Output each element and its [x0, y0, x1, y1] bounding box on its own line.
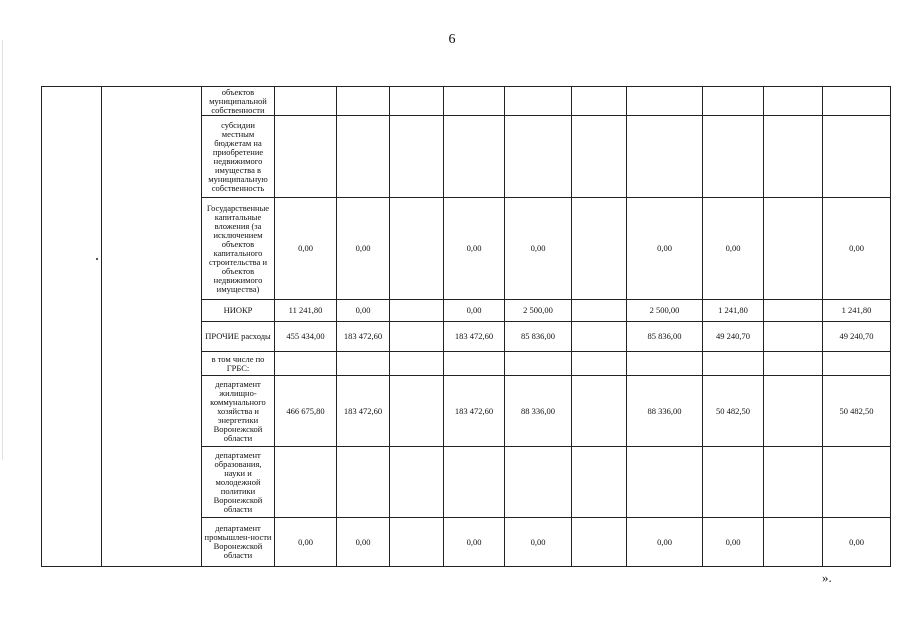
- value-cell: 2 500,00: [627, 300, 703, 322]
- value-cell: [444, 352, 505, 376]
- value-cell: [627, 352, 703, 376]
- value-cell: [764, 198, 823, 300]
- value-cell: 183 472,60: [337, 376, 390, 447]
- program-name-cell: [102, 87, 202, 567]
- value-cell: [764, 116, 823, 198]
- value-cell: 455 434,00: [275, 322, 337, 352]
- value-cell: 0,00: [627, 518, 703, 567]
- value-cell: 0,00: [823, 198, 891, 300]
- value-cell: [390, 376, 444, 447]
- scan-dot: [96, 258, 98, 260]
- value-cell: [764, 376, 823, 447]
- value-cell: [390, 518, 444, 567]
- value-cell: [823, 447, 891, 518]
- value-cell: [572, 198, 627, 300]
- table-row: [42, 87, 891, 116]
- value-cell: [572, 352, 627, 376]
- value-cell: [764, 352, 823, 376]
- value-cell: [627, 87, 703, 116]
- row-label: субсидии местным бюджетам на приобретение недвижимого имущества в муниципальную собственность: [202, 116, 275, 198]
- budget-table: [41, 86, 891, 567]
- value-cell: [572, 300, 627, 322]
- value-cell: 0,00: [823, 518, 891, 567]
- value-cell: [390, 198, 444, 300]
- row-label: департамент промышлен-ности Воронежской области: [202, 518, 275, 567]
- value-cell: 49 240,70: [823, 322, 891, 352]
- value-cell: 88 336,00: [505, 376, 572, 447]
- value-cell: [703, 447, 764, 518]
- row-label: НИОКР: [202, 300, 275, 322]
- row-label: Государственные капитальные вложения (за исключением объектов капитального строительства и объектов недвижимого имущества): [202, 198, 275, 300]
- value-cell: [505, 116, 572, 198]
- value-cell: [703, 87, 764, 116]
- value-cell: [390, 116, 444, 198]
- value-cell: [764, 87, 823, 116]
- value-cell: [764, 518, 823, 567]
- value-cell: 0,00: [703, 518, 764, 567]
- row-label: ПРОЧИЕ расходы: [202, 322, 275, 352]
- value-cell: 0,00: [444, 198, 505, 300]
- value-cell: [823, 116, 891, 198]
- value-cell: 0,00: [337, 198, 390, 300]
- value-cell: [390, 87, 444, 116]
- value-cell: [703, 116, 764, 198]
- row-label: объектов муниципальной собственности: [202, 87, 275, 116]
- value-cell: [275, 87, 337, 116]
- value-cell: 0,00: [337, 300, 390, 322]
- value-cell: 0,00: [275, 518, 337, 567]
- value-cell: [823, 352, 891, 376]
- value-cell: [275, 447, 337, 518]
- value-cell: 0,00: [275, 198, 337, 300]
- value-cell: 49 240,70: [703, 322, 764, 352]
- value-cell: [390, 322, 444, 352]
- value-cell: [572, 376, 627, 447]
- value-cell: [764, 300, 823, 322]
- value-cell: [764, 322, 823, 352]
- value-cell: 85 836,00: [627, 322, 703, 352]
- value-cell: 0,00: [505, 198, 572, 300]
- value-cell: [572, 518, 627, 567]
- value-cell: 11 241,80: [275, 300, 337, 322]
- row-label: департамент жилищно-коммунального хозяйства и энергетики Воронежской области: [202, 376, 275, 447]
- value-cell: 0,00: [505, 518, 572, 567]
- value-cell: [627, 447, 703, 518]
- value-cell: [505, 447, 572, 518]
- value-cell: [275, 116, 337, 198]
- value-cell: [703, 352, 764, 376]
- value-cell: 2 500,00: [505, 300, 572, 322]
- value-cell: 0,00: [627, 198, 703, 300]
- value-cell: [505, 352, 572, 376]
- value-cell: [572, 87, 627, 116]
- page-number: 6: [448, 32, 456, 47]
- value-cell: [337, 447, 390, 518]
- value-cell: 183 472,60: [337, 322, 390, 352]
- value-cell: 0,00: [444, 300, 505, 322]
- value-cell: 183 472,60: [444, 376, 505, 447]
- value-cell: 0,00: [444, 518, 505, 567]
- value-cell: [337, 116, 390, 198]
- value-cell: [627, 116, 703, 198]
- value-cell: 0,00: [337, 518, 390, 567]
- value-cell: [390, 300, 444, 322]
- value-cell: [275, 352, 337, 376]
- value-cell: [572, 447, 627, 518]
- value-cell: [764, 447, 823, 518]
- value-cell: 466 675,80: [275, 376, 337, 447]
- row-label: департамент образования, науки и молодежной политики Воронежской области: [202, 447, 275, 518]
- value-cell: [390, 447, 444, 518]
- value-cell: 1 241,80: [823, 300, 891, 322]
- value-cell: 88 336,00: [627, 376, 703, 447]
- value-cell: [572, 322, 627, 352]
- scan-artifact-line: [2, 40, 3, 460]
- value-cell: [572, 116, 627, 198]
- value-cell: 183 472,60: [444, 322, 505, 352]
- value-cell: 0,00: [703, 198, 764, 300]
- closing-mark: ».: [822, 570, 832, 585]
- value-cell: 85 836,00: [505, 322, 572, 352]
- row-label: в том числе по ГРБС:: [202, 352, 275, 376]
- value-cell: [337, 87, 390, 116]
- value-cell: [505, 87, 572, 116]
- value-cell: [823, 87, 891, 116]
- value-cell: 50 482,50: [823, 376, 891, 447]
- value-cell: 1 241,80: [703, 300, 764, 322]
- section-number-cell: [42, 87, 102, 567]
- value-cell: [444, 87, 505, 116]
- value-cell: [444, 116, 505, 198]
- value-cell: [390, 352, 444, 376]
- value-cell: 50 482,50: [703, 376, 764, 447]
- value-cell: [337, 352, 390, 376]
- value-cell: [444, 447, 505, 518]
